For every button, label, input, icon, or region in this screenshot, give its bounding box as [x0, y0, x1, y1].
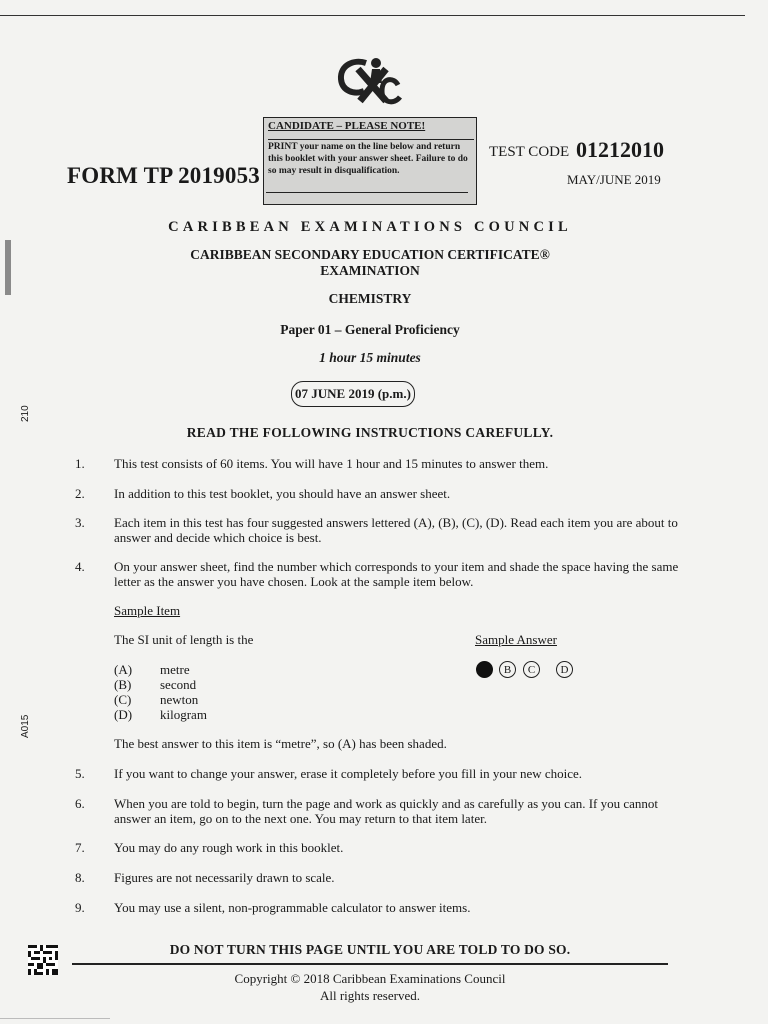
option-letter: (D) [114, 707, 133, 722]
copyright-block [0, 970, 740, 1004]
answer-bubble-a [476, 661, 493, 678]
form-number: FORM TP 2019053 [67, 163, 260, 188]
sample-stem: The SI unit of length is the [114, 632, 254, 647]
side-label-top: 210 [20, 405, 31, 422]
item-number: 3. [75, 515, 85, 530]
footer-rule [72, 963, 668, 965]
item-number: 4. [75, 559, 85, 574]
side-label-middle: A015 [20, 714, 31, 738]
item-number: 5. [75, 766, 85, 781]
item-text: In addition to this test booklet, you should have an answer sheet. [114, 486, 451, 501]
certificate-title [0, 247, 740, 279]
candidate-note-box [263, 117, 477, 205]
item-text: Figures are not necessarily drawn to scale. [114, 870, 335, 885]
item-number: 6. [75, 796, 85, 811]
test-code: 01212010 [576, 137, 664, 162]
item-text: On your answer sheet, find the number which corresponds to your item and shade the space having the same letter as the answer you have chosen. Look at the sample item below. [114, 559, 679, 589]
instructions-heading: READ THE FOLLOWING INSTRUCTIONS CAREFULLY. [186, 425, 554, 440]
option-text: metre [160, 662, 190, 677]
option-letter: (B) [114, 677, 132, 692]
sample-answer-heading: Sample Answer [475, 632, 557, 647]
duration: 1 hour 15 minutes [319, 350, 421, 365]
item-number: 1. [75, 456, 85, 471]
subject-title: CHEMISTRY [328, 291, 412, 306]
item-text: This test consists of 60 items. You will have 1 hour and 15 minutes to answer them. [114, 456, 549, 471]
item-text: When you are told to begin, turn the page and work as quickly and as carefully as you can. If you cannot answer an item, go on to the next one. You may return to that item later. [114, 796, 659, 826]
option-letter: (A) [114, 662, 133, 677]
rights-text: All rights reserved. [319, 988, 420, 1003]
option-text: newton [160, 692, 199, 707]
item-number: 2. [75, 486, 85, 501]
paper-title: Paper 01 – General Proficiency [280, 322, 460, 337]
name-line [266, 192, 468, 193]
item-text: You may use a silent, non-programmable calculator to answer items. [114, 900, 471, 915]
candidate-note-text: PRINT your name on the line below and return this booklet with your answer sheet. Failure to do so may result in disqualification. [268, 139, 474, 177]
test-code-label: TEST CODE [489, 144, 570, 160]
answer-bubble-c: C [523, 661, 540, 678]
cxc-logo-icon [336, 55, 402, 107]
do-not-turn-warning: DO NOT TURN THIS PAGE UNTIL YOU ARE TOLD TO DO SO. [169, 942, 571, 957]
answer-bubble-d: D [556, 661, 573, 678]
item-number: 8. [75, 870, 85, 885]
item-text: Each item in this test has four suggested answers lettered (A), (B), (C), (D). Read each item you are about to answer and decide which choice is best. [114, 515, 678, 545]
option-letter: (C) [114, 692, 132, 707]
exam-date: 07 JUNE 2019 (p.m.) [291, 381, 415, 407]
copyright-text: Copyright © 2018 Caribbean Examinations Council [234, 971, 506, 986]
bottom-edge [0, 1018, 110, 1019]
item-text: You may do any rough work in this booklet. [114, 840, 344, 855]
option-text: kilogram [160, 707, 207, 722]
item-number: 9. [75, 900, 85, 915]
candidate-note-title: CANDIDATE – PLEASE NOTE! [268, 120, 426, 132]
top-rule [0, 15, 745, 16]
certificate-line: CARIBBEAN SECONDARY EDUCATION CERTIFICATE® [190, 247, 550, 262]
sample-explanation: The best answer to this item is “metre”, so (A) has been shaded. [114, 736, 447, 751]
examination-line: EXAMINATION [320, 263, 420, 278]
sample-item-heading: Sample Item [114, 603, 181, 618]
council-title: CARIBBEAN EXAMINATIONS COUNCIL [168, 219, 572, 235]
answer-bubble-b: B [499, 661, 516, 678]
item-number: 7. [75, 840, 85, 855]
item-text: If you want to change your answer, erase it completely before you fill in your new choice. [114, 766, 583, 781]
option-text: second [160, 677, 197, 692]
exam-period: MAY/JUNE 2019 [567, 172, 661, 187]
